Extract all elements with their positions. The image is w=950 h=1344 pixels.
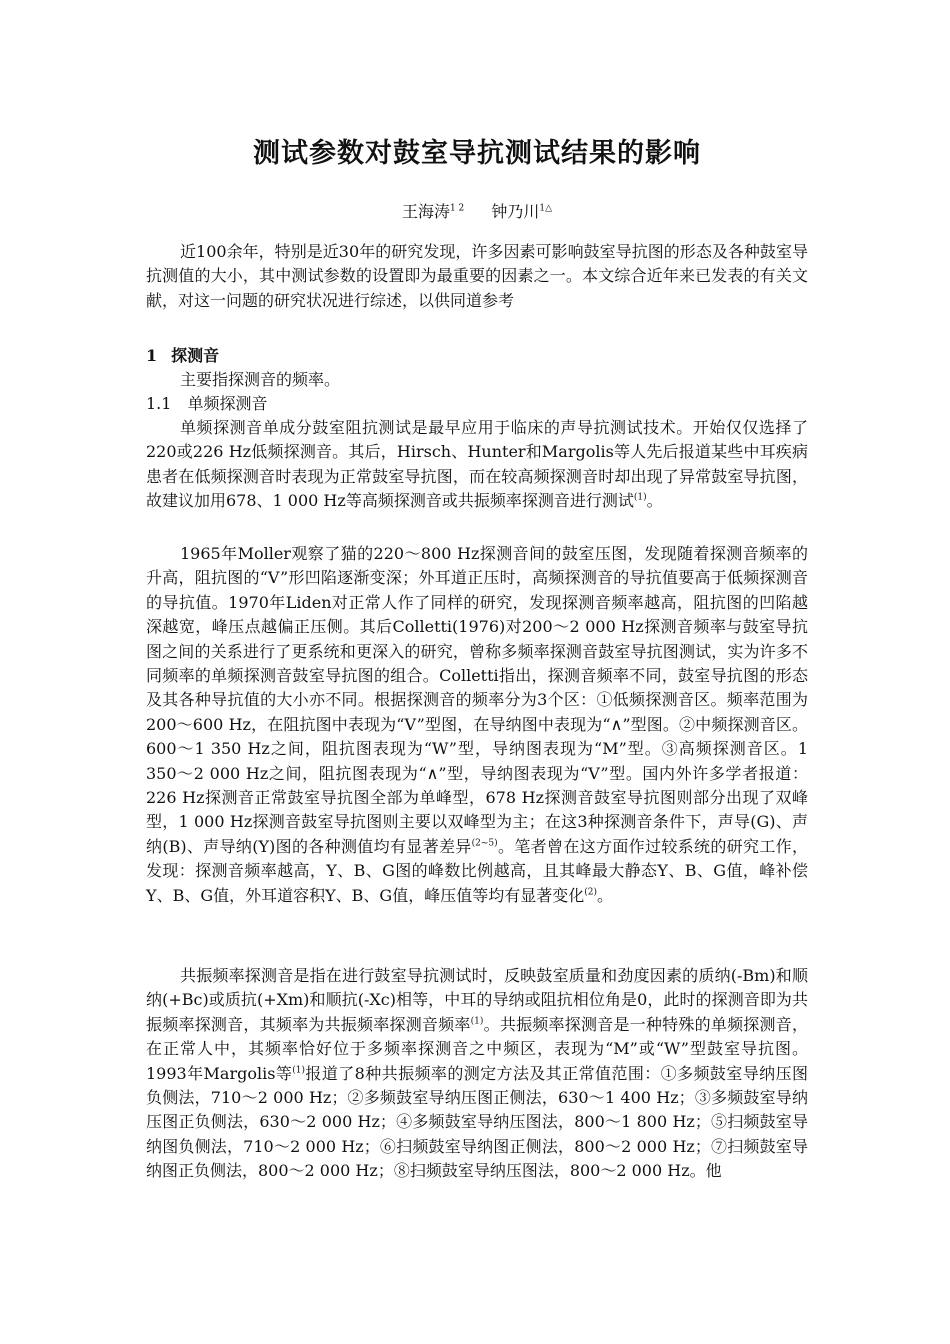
paragraph-text-end: 。	[596, 885, 613, 905]
author-affiliation: 1 2	[449, 203, 465, 214]
subsection-number: 1.1	[146, 394, 172, 413]
paragraph-text: 1965年Moller观察了猫的220～800 Hz探测音间的鼓室压图，发现随着探测音频率的升高，阻抗图的“V”形凹陷逐渐变深；外耳道正压时，高频探测音的导抗值要高于低频探测音的导抗值。1970年Liden对正常人作了同样的研究，发现探测音频率越高，阻抗图的凹陷越深越宽，峰压点越偏正压侧。其后Colletti(1976)对200～2 000 Hz探测音频率与鼓室导抗图之间的关系进行了更系统和更深入的研究，曾称多频率探测音鼓室导抗图测试，实为许多不同频率的单频探测音鼓室导抗图的组合。Colletti指出，探测音频率不同，鼓室导抗图的形态及其各种导抗值的大小亦不同。根据探测音的频率分为3个区：①低频探测音区。频率范围为200～600 Hz，在阻抗图中表现为“V”型图，在导纳图中表现为“∧”型图。②中频探测音区。600～1 350 Hz之间，阻抗图表现为“W”型，导纳图表现为“M”型。③高频探测音区。1 350～2 000 Hz之间，阻抗图表现为“∧”型，导纳图表现为“V”型。国内外许多学者报道：226 Hz探测音正常鼓室导抗图全部为单峰型，678 Hz探测音鼓室导抗图则部分出现了双峰型，1 000 Hz探测音鼓室导抗图则主要以双峰型为主；在这3种探测音条件下，声导(G)、声纳(B)、声导纳(Y)图的各种测值均有显著差异	[146, 544, 808, 856]
section-intro: 主要指探测音的频率。	[180, 370, 341, 389]
author-name: 王海涛	[401, 202, 450, 221]
citation: (1)	[633, 492, 647, 503]
paragraph-text-tail: 。笔者曾在这方面作过较系统的研究工作，发现：探测音频率越高，Y、B、G图的峰数比例越高，且其峰最大静态Y、B、G值，峰补偿Y、B、G值，外耳道容积Y、B、G值，峰压值等均有显著变化	[146, 836, 808, 905]
body-paragraph-2	[146, 542, 808, 908]
citation: (2~5)	[471, 838, 498, 849]
paragraph-text-tail: 。	[646, 491, 663, 511]
abstract-paragraph	[146, 240, 808, 313]
paragraph-text-tail: 。共振频率探测音是一种特殊的单频探测音，在正常人中，其频率恰好位于多频率探测音之中频区，表现为“M”或“W”型鼓室导抗图。1993年Margolis等	[146, 1014, 808, 1083]
section-heading-1	[146, 344, 219, 368]
author-name: 钟乃川	[491, 202, 540, 221]
abstract-text: 近100余年，特别是近30年的研究发现，许多因素可影响鼓室导抗图的形态及各种鼓室导抗测值的大小，其中测试参数的设置即为最重要的因素之一。本文综合近年来已发表的有关文献，对这一问题的研究状况进行综述，以供同道参考	[146, 242, 808, 310]
citation: (1)	[470, 1016, 484, 1027]
author-line	[146, 199, 808, 222]
citation: (2)	[584, 887, 597, 898]
subsection-title: 单频探测音	[187, 394, 268, 413]
paragraph-text: 单频探测音单成分鼓室阻抗测试是最早应用于临床的声导抗测试技术。开始仅仅选择了220或226 Hz低频探测音。其后，Hirsch、Hunter和Margolis等人先后报道某些中耳疾病患者在低频探测音时表现为正常鼓室导抗图，而在较高频探测音时却出现了异常鼓室导抗图，故建议加用678、1 000 Hz等高频探测音或共振频率探测音进行测试	[146, 418, 808, 511]
author-affiliation: 1△	[539, 203, 553, 214]
subsection-heading-1-1	[146, 392, 267, 416]
paragraph-text: 共振频率探测音是指在进行鼓室导抗测试时，反映鼓室质量和劲度因素的质纳(-Bm)和顺纳(+Bc)或质抗(+Xm)和顺抗(-Xc)相等，中耳的导纳或阻抗相位角是0，此时的探测音即为共振频率探测音，其频率为共振频率探测音频率	[146, 966, 808, 1034]
page-title: 测试参数对鼓室导抗测试结果的影响	[253, 138, 701, 169]
body-paragraph-3	[146, 964, 808, 1184]
paragraph-text-end: 报道了8种共振频率的测定方法及其正常值范围：①多频鼓室导纳压图负侧法，710～2 000 Hz；②多频鼓室导纳压图正侧法，630～1 400 Hz；③多频鼓室导纳压图正负侧法，630～2 000 Hz；④多频鼓室导纳压图法，800～1 800 Hz；⑤扫频鼓室导纳图负侧法，710～2 000 Hz；⑥扫频鼓室导纳图正侧法，800～2 000 Hz；⑦扫频鼓室导纳图正负侧法，800～2 000 Hz；⑧扫频鼓室导纳压图法，800～2 000 Hz。他	[146, 1063, 808, 1181]
body-paragraph-1	[146, 416, 808, 514]
citation: (1)	[292, 1065, 306, 1076]
section-number: 1	[146, 346, 158, 365]
section-title: 探测音	[171, 346, 220, 365]
author-2	[491, 199, 552, 222]
author-1	[402, 199, 464, 222]
